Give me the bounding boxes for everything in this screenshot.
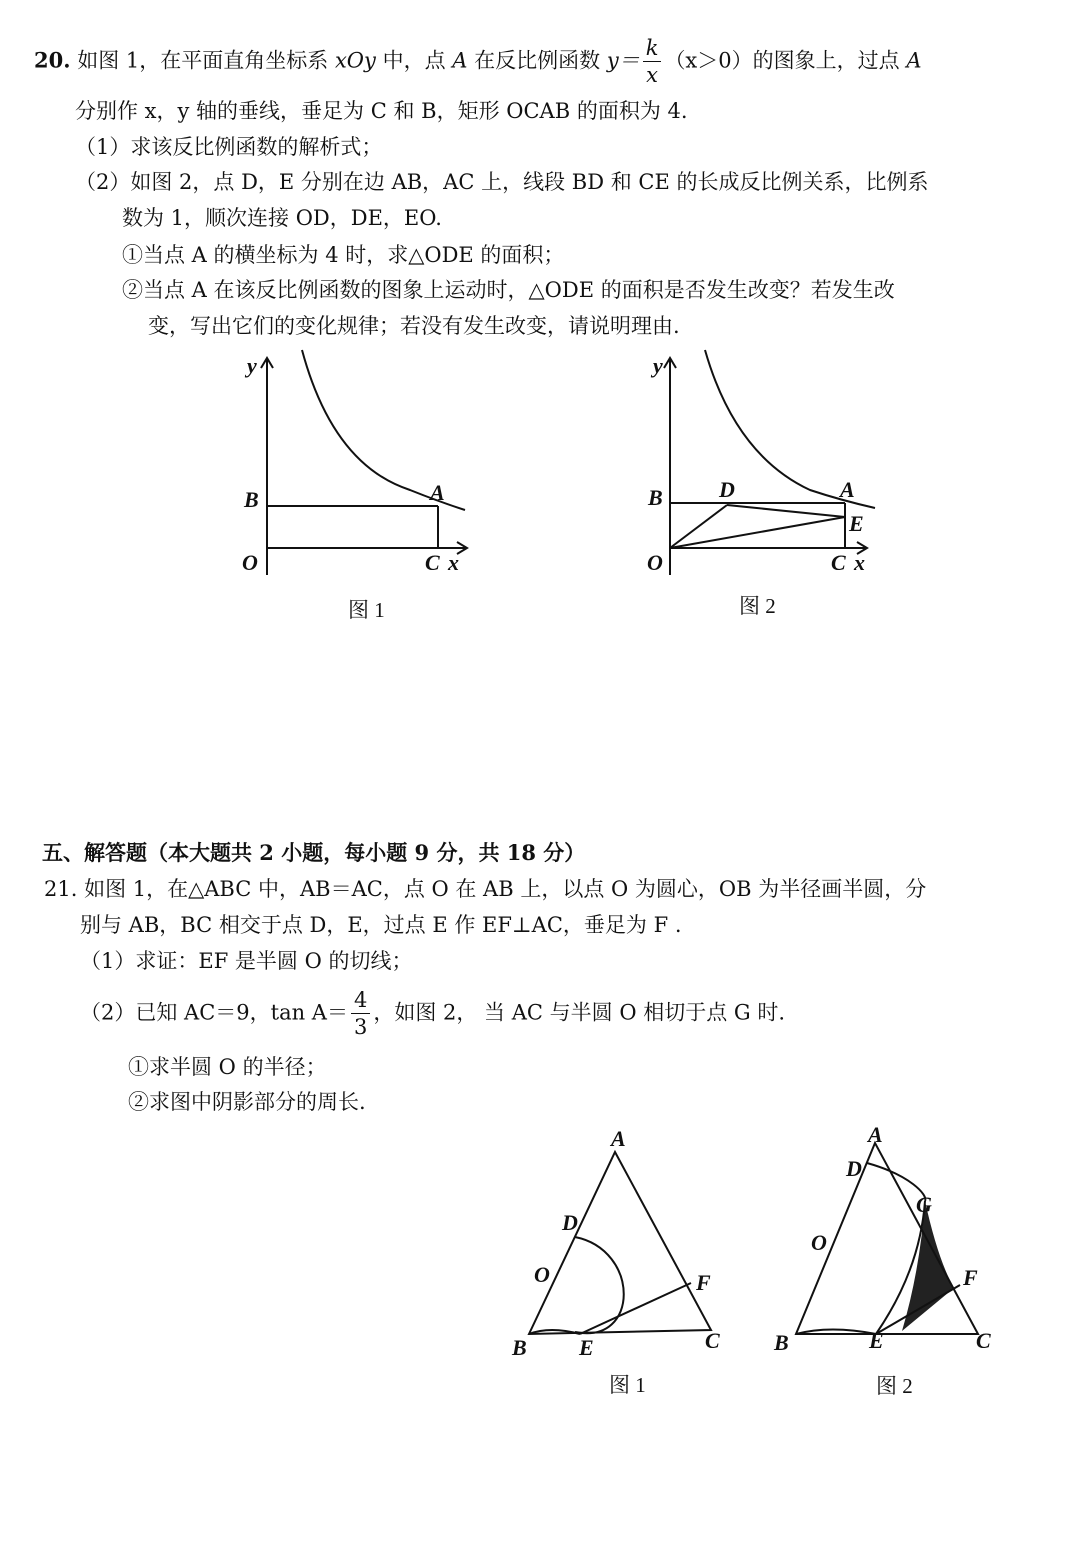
q21-part2: （2）已知 AC＝9，tan A＝ $\frac{4}{3}$ ，如图 2， 当 AC 与半圆 O 相切于点 G 时. xyxy=(80,988,786,1039)
segment-EO xyxy=(670,517,845,548)
figure-21-2 xyxy=(770,1120,1020,1410)
q21-line2: 别与 AB，BC 相交于点 D，E，过点 E 作 EF⊥AC，垂足为 F . xyxy=(80,913,682,937)
label-y: y xyxy=(653,353,663,378)
figure-20-2 xyxy=(635,345,895,630)
caption-fig20-1: 图 1 xyxy=(348,598,385,622)
caption-fig21-2: 图 2 xyxy=(876,1374,913,1398)
q20-sub1: ①当点 A 的横坐标为 4 时，求△ODE 的面积； xyxy=(122,243,565,267)
label-O: O xyxy=(811,1230,827,1255)
label-C: C xyxy=(976,1328,991,1353)
segment-OD xyxy=(670,505,727,548)
label-D: D xyxy=(719,477,735,502)
label-D: D xyxy=(562,1210,578,1235)
label-E: E xyxy=(579,1335,594,1360)
label-E: E xyxy=(849,511,864,536)
label-C: C xyxy=(705,1328,720,1353)
q21-part1: （1）求证：EF 是半圆 O 的切线； xyxy=(80,949,413,973)
label-G: G xyxy=(916,1192,932,1217)
q20-line1: 20. 如图 1，在平面直角坐标系 xOy 中，点 A 在反比例函数 y＝ $\frac{k}{x}$ （x＞0）的图象上，过点 A xyxy=(34,36,922,87)
label-y: y xyxy=(247,353,257,378)
label-O: O xyxy=(242,550,258,575)
caption-fig21-1: 图 1 xyxy=(609,1373,646,1397)
q21-sub2: ②求图中阴影部分的周长. xyxy=(128,1090,366,1114)
label-A: A xyxy=(430,480,445,505)
label-C: C xyxy=(425,550,440,575)
label-B: B xyxy=(244,487,259,512)
label-F: F xyxy=(696,1270,711,1295)
section5-heading: 五、解答题（本大题共 2 小题，每小题 9 分，共 18 分） xyxy=(42,840,586,865)
q20-sub2-a: ②当点 A 在该反比例函数的图象上运动时，△ODE 的面积是否发生改变？若发生改 xyxy=(122,278,895,302)
figure-21-1 xyxy=(500,1120,750,1410)
fraction-k-over-x: $\frac{k}{x}$ xyxy=(643,38,662,86)
q20-part1: （1）求该反比例函数的解析式； xyxy=(75,135,383,159)
label-B: B xyxy=(648,485,663,510)
label-O: O xyxy=(534,1262,550,1287)
shaded-region xyxy=(902,1201,954,1331)
figure-20-1 xyxy=(230,345,490,630)
label-A: A xyxy=(840,477,855,502)
triangle-ABC xyxy=(529,1152,711,1334)
label-B: B xyxy=(512,1335,527,1360)
label-O: O xyxy=(647,550,663,575)
semicircle-O xyxy=(575,1237,624,1333)
q20-line2: 分别作 x，y 轴的垂线，垂足为 C 和 B，矩形 OCAB 的面积为 4. xyxy=(75,99,688,123)
label-A: A xyxy=(611,1126,626,1151)
label-B: B xyxy=(774,1330,789,1355)
label-x: x xyxy=(448,550,459,575)
label-C: C xyxy=(831,550,846,575)
q21-line1: 21. 如图 1，在△ABC 中，AB＝AC，点 O 在 AB 上，以点 O 为圆心，OB 为半径画半圆，分 xyxy=(44,877,927,901)
label-D: D xyxy=(846,1156,862,1181)
segment-DE xyxy=(727,505,845,517)
label-E: E xyxy=(869,1328,884,1353)
q20-sub2-b: 变，写出它们的变化规律；若没有发生改变，请说明理由. xyxy=(148,314,680,338)
fraction-4-over-3: $\frac{4}{3}$ xyxy=(351,990,370,1038)
segment-EF xyxy=(580,1283,691,1334)
label-A: A xyxy=(868,1122,883,1147)
q21-sub1: ①求半圆 O 的半径； xyxy=(128,1055,327,1079)
label-x: x xyxy=(854,550,865,575)
caption-fig20-2: 图 2 xyxy=(739,594,776,618)
label-F: F xyxy=(963,1265,978,1290)
q20-part2-a: （2）如图 2，点 D，E 分别在边 AB，AC 上，线段 BD 和 CE 的长成反比例关系，比例系 xyxy=(75,170,929,194)
q20-part2-b: 数为 1，顺次连接 OD，DE，EO. xyxy=(122,206,442,230)
